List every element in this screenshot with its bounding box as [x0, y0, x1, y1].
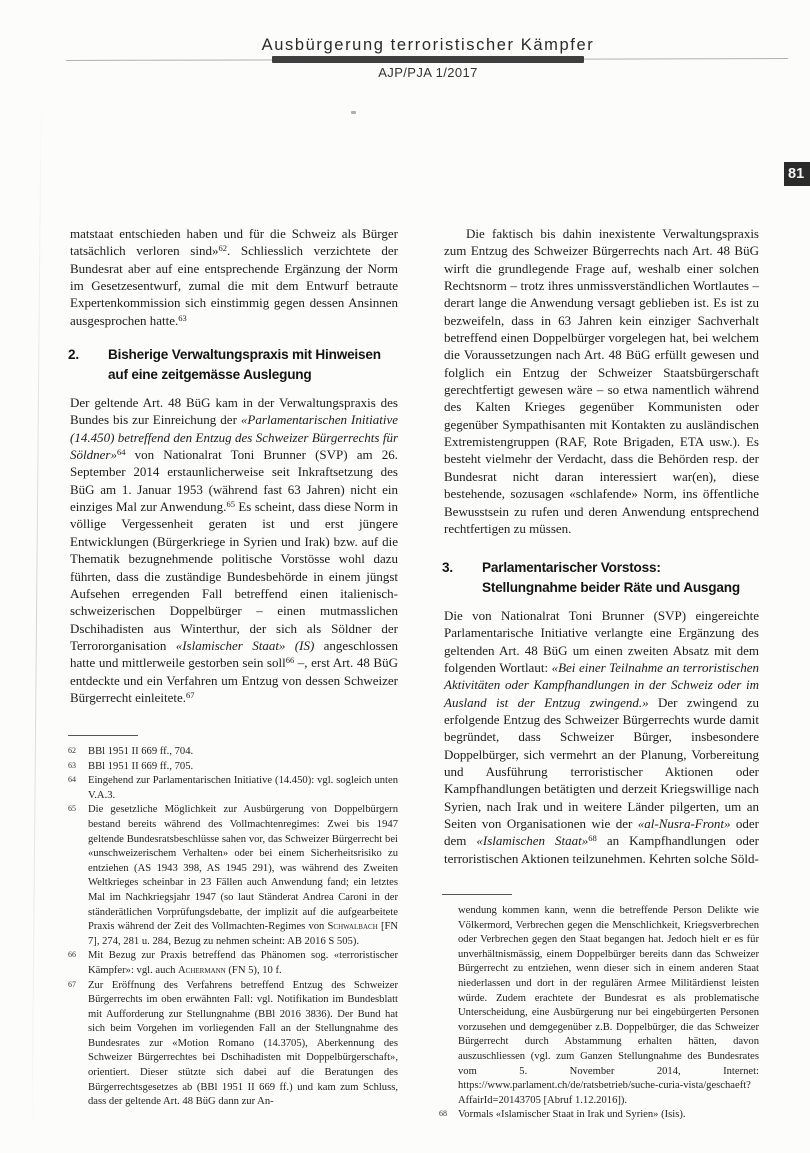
footnote-text: BBl 1951 II 669 ff., 704. — [88, 746, 194, 757]
footnote-number: 63 — [68, 760, 76, 770]
footnote-text: Eingehend zur Parlamentarischen Initiative (14.450): vgl. sogleich unten V.A.3. — [88, 775, 398, 801]
section-number: 3. — [442, 560, 453, 575]
footnote-number: 64 — [68, 775, 76, 785]
footnote-number: 68 — [439, 1109, 447, 1119]
footnotes-right — [439, 894, 759, 1123]
scan-artifact-line — [31, 95, 41, 1145]
page-number-badge: 81 — [784, 162, 810, 186]
footnote-67 — [70, 979, 398, 1110]
running-title: Ausbürgerung terroristischer Kämpfer — [261, 36, 595, 54]
footnote-66 — [70, 949, 398, 978]
footnote-number: 67 — [68, 979, 76, 989]
footnote-63 — [70, 760, 398, 775]
footnote-text: Vormals «Islamischer Staat in Irak und Syrien» (Isis). — [458, 1109, 686, 1121]
footnote-62 — [70, 745, 398, 760]
section-title: Bisherige Verwaltungspraxis mit Hinweisen auf eine zeitgemässe Auslegung — [108, 347, 381, 383]
paragraph-initiative: Die von Nationalrat Toni Brunner (SVP) eingereichte Parlamentarische Initiative verlangte eine Ergänzung des geltenden Art. 48 BüG um einen zweiten Absatz mit dem folgenden Wortlaut: «Bei einer Teilnahme an terroristischen Aktivitäten oder Kampfhandlungen in der Schweiz oder im Ausland ist der Entzug zwingend.» Der zwingend zu erfolgende Entzug des Schweizer Bürgerrechts wurde damit begründet, dass Schweizer Bürger, insbesondere Doppelbürger, sich vermehrt an der Planung, Vorbereitung und Ausführung terroristischer Aktionen oder Kampfhandlungen betätigten und derzeit Kriegswillige nach Syrien, nach Irak und in weitere Länder pilgerten, um an Seiten von Organisationen wie der «al-Nusra-Front» oder dem «Islamischen Staat»$^{68}$ an Kampfhandlungen oder terroristischen Aktionen teilzunehmen. Kehrten solche Söld- — [444, 608, 760, 866]
footnote-67-continuation — [444, 904, 759, 1108]
section-number: 2. — [68, 347, 79, 363]
title-underline-bar — [272, 56, 584, 63]
footnote-text: Mit Bezug zur Praxis betreffend das Phänomen sog. «terroristischer Kämpfer»: vgl. auch Achermann (FN 5), 10 f. — [88, 950, 398, 976]
paragraph-verwaltungspraxis: Die faktisch bis dahin inexistente Verwaltungspraxis zum Entzug des Schweizer Bürgerrechts nach Art. 48 BüG wirft die grundlegende Frage auf, weshalb einer solchen Rechtsnorm – trotz ihres unmissverständlichen Wortlautes – derart lange die Anwendung versagt geblieben ist. Es ist zu bezweifeln, dass in 63 Jahren kein einziger Sachverhalt betreffend einen Doppelbürger vorgelegen hat, bei welchem die Voraussetzungen nach Art. 48 BüG erfüllt gewesen und folglich ein Entzug der Schweizer Staatsbürgerschaft gerechtfertigt gewesen wäre – so etwa namentlich während des Kalten Krieges gegenüber Kommunisten oder gegenüber Sympathisanten mit Kontakten zu ausländischen Extremistengruppen (RAF, Rote Brigaden, ETA usw.). Es besteht vielmehr der Verdacht, dass die Behörden resp. der Bundesrat nicht daran interessiert war(en), diese bestehende, sozusagen «schlafende» Norm, ins öffentliche Bewusstsein zu rufen und deren Anwendung entsprechend rechtfertigen zu müssen. — [444, 226, 759, 536]
right-column — [439, 225, 760, 1121]
paragraph-main: Der geltende Art. 48 BüG kam in der Verwaltungspraxis des Bundes bis zur Einreichung der «Parlamentarischen Initiative (14.450) betreffend den Entzug des Schweizer Bürgerrechts für Söldner»$^{64}$ von Nationalrat Toni Brunner (SVP) am 26. September 2014 erstaunlicherweise seit Inkraftsetzung des BüG am 1. Januar 1953 (während fast 63 Jahren) nicht ein einziges Mal zur Anwendung.$^{65}$ Es scheint, dass diese Norm in völlige Vergessenheit geraten ist und erst jüngere Entwicklungen (Bürgerkriege in Syrien und Irak) bzw. auf die Thematik bezugnehmende politische Vorstösse wohl dazu führten, dass die zuständige Bundesbehörde in einem jüngst Aufsehen erregenden Fall betreffend einen italienisch-schweizerischen Doppelbürger – einen mutmasslichen Dschihadisten aus Winterthur, der sich als Söldner der Terrororganisation «Islamischer Staat» (IS) angeschlossen hatte und mittlerweile gestorben sein soll$^{66}$ –, erst Art. 48 BüG entdeckte und ein Verfahren um Entzug von dessen Schweizer Bürgerrecht einleitete.$^{67}$ — [70, 395, 399, 705]
footnote-65 — [70, 803, 398, 949]
section-heading-3 — [444, 558, 759, 598]
footnote-number: 66 — [68, 950, 76, 960]
footnote-text: Zur Eröffnung des Verfahrens betreffend Entzug des Schweizer Bürgerrechts im oben erwähnten Fall: vgl. Notifikation im Bundesblatt mit Aufforderung zur Stellungnahme (BBl 2016 3836). Der Bund hat sich beim Vorgehen im vorliegenden Fall an der Stellungnahme des Bundesrates zur «Motion Romano (14.3705), Aberkennung des Schweizer Bürgerrechtes bei Dschihadisten mit Doppelbürgerschaft», orientiert. Dieser stützte sich dabei auf die Beratungen des Bürgerrechtsgesetzes ab (BBl 1951 II 669 ff.) und kam zum Schluss, dass der geltende Art. 48 BüG dann zur An- — [88, 979, 398, 1108]
footnote-number: 62 — [68, 746, 76, 755]
footnote-64 — [70, 774, 398, 803]
scan-artifact-speck — [351, 111, 356, 114]
left-column — [68, 225, 399, 1108]
footnote-text: BBl 1951 II 669 ff., 705. — [88, 760, 194, 772]
footnote-text: wendung kommen kann, wenn die betreffende Person Delikte wie Völkermord, Verbrechen gegen die Menschlichkeit, Kriegsverbrechen oder Verbrechen gegen den Staat begangen hat. Jedoch hielt er es für unverhältnismässig, einem Doppelbürger bereits dann das Schweizer Bürgerrecht zu entziehen, wenn dieser sich in einem anderen Staat niederlassen und dort in der regulären Armee Militärdienst leisten würde. Zudem erachtete der Bundesrat es als problematische Unterscheidung, eine Ausbürgerung nur bei eingebürgerten Personen vorzusehen und demgegenüber z.B. Doppelbürger, die das Schweizer Bürgerrecht durch Abstammung erhalten hätten, davon auszuschliessen (vgl. zum Ganzen Stellungnahme des Bundesrates vom 5. November 2014, Internet: https://www.parlament.ch/de/ratsbetrieb/suche-curia-vista/geschaeft?AffairId=20143705 [Abruf 1.12.2016]). — [458, 905, 759, 1106]
journal-issue-label: AJP/PJA 1/2017 — [378, 65, 478, 80]
footnote-separator — [442, 894, 512, 895]
footnotes-left — [70, 735, 398, 1110]
footnote-separator — [68, 735, 138, 736]
paragraph-continuation: matstaat entschieden haben und für die Schweiz als Bürger tatsächlich verloren sind»$^{62}$. Schliesslich verzichtete der Bundesrat aber auf eine entsprechende Ergänzung der Norm im Gesetzesentwurf, zumal die mit dem Entwurf betraute Expertenkommission sich einstimmig gegen dessen Ansinnen ausgesprochen hatte.$^{63}$ — [70, 226, 398, 328]
footnote-68 — [439, 1108, 759, 1123]
section-heading-2 — [70, 345, 398, 385]
section-title: Parlamentarischer Vorstoss: Stellungnahme beider Räte und Ausgang — [482, 560, 740, 595]
footnote-number: 65 — [68, 804, 76, 814]
footnote-text: Die gesetzliche Möglichkeit zur Ausbürgerung von Doppelbürgern bestand bereits während des Vollmachtenregimes: Zwei bis 1947 geltende Bundesratsbeschlüsse sahen vor, das Schweizer Bürgerrecht bei «unschweizerischem Verhalten» oder bei einem Sicherheitsrisiko zu entziehen (AS 1943 398, AS 1945 291), was während des Zweiten Weltkrieges scheinbar in 23 Fällen auch Anwendung fand; ein letztes Mal im Nachkriegsjahr 1947 (so laut Ständerat Andrea Caroni in der ständerätlichen Vorprüfungsdebatte, der implizit auf die aufgearbeitete Praxis während der Zeit des Vollmachten-Regimes von Schwalbach [FN 7], 274, 281 u. 284, Bezug zu nehmen scheint: AB 2016 S 505). — [88, 804, 399, 947]
